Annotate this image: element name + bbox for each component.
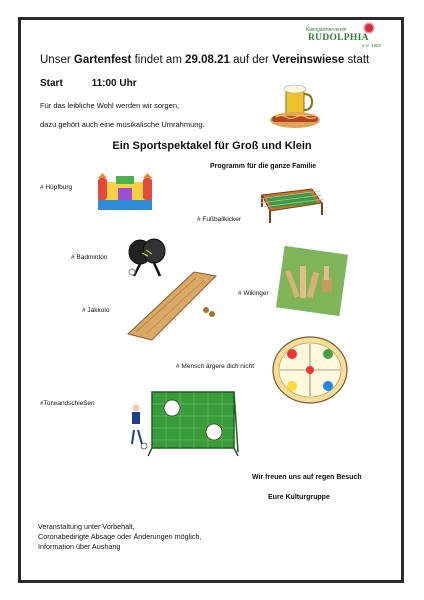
logo-flower-icon [365,24,373,32]
activity-mensch: # Mensch ärgere dich nicht [176,363,255,370]
start-time [40,78,137,89]
closing-line-1: Wir freuen uns auf regen Besuch [252,474,362,481]
headline-text: Unser [40,54,74,66]
event-subtitle: Programm für die ganze Familie [210,163,317,170]
logo-subtitle: Kleingärtnerverein [306,27,347,33]
footer-note [38,522,201,552]
intro-line-2: dazu gehört auch eine musikalische Umrahmung. [40,120,205,129]
logo-ev: e.V. 1903 [362,43,381,48]
foosball-table-icon [254,185,324,227]
activity-wikinger: # Wikinger [238,290,269,297]
headline-venue: Vereinswiese [272,54,345,66]
start-label: Start [40,78,63,89]
jakkolo-board-icon [124,270,220,342]
headline-text: statt [344,54,370,66]
activity-huepfburg: # Hüpfburg [40,184,73,191]
headline-date: 29.08.21 [185,54,230,66]
logo-name: RUDOLPHIA [308,33,369,43]
footer-line-3: Information über Aushang [38,542,121,551]
headline-text: findet am [131,54,186,66]
start-time-value: 11:00 Uhr [91,78,137,89]
kubb-game-icon [280,250,344,312]
intro-line-1: Für das leibliche Wohl werden wir sorgen, [40,101,180,110]
activity-fussballkicker: # Fußballkicker [197,216,242,223]
ludo-board-icon [272,336,348,404]
footer-line-2: Coronabedingte Absage oder Änderungen möglich, [38,532,202,541]
bouncy-castle-icon [96,172,154,214]
headline-event: Gartenfest [73,54,132,66]
activity-jakkolo: # Jakkolo [82,307,110,314]
headline [40,54,369,66]
activity-badminton: # Badminton [71,254,108,261]
event-title: Ein Sportspektakel für Groß und Klein [112,140,312,152]
goal-wall-icon [122,388,240,460]
footer-line-1: Veranstaltung unter Vorbehalt, [38,522,135,531]
closing-line-2: Eure Kulturgruppe [268,494,330,501]
activity-torwand: #Torwandschießen [40,400,95,407]
headline-text: auf der [229,54,273,66]
beer-hotdog-icon [270,84,326,132]
